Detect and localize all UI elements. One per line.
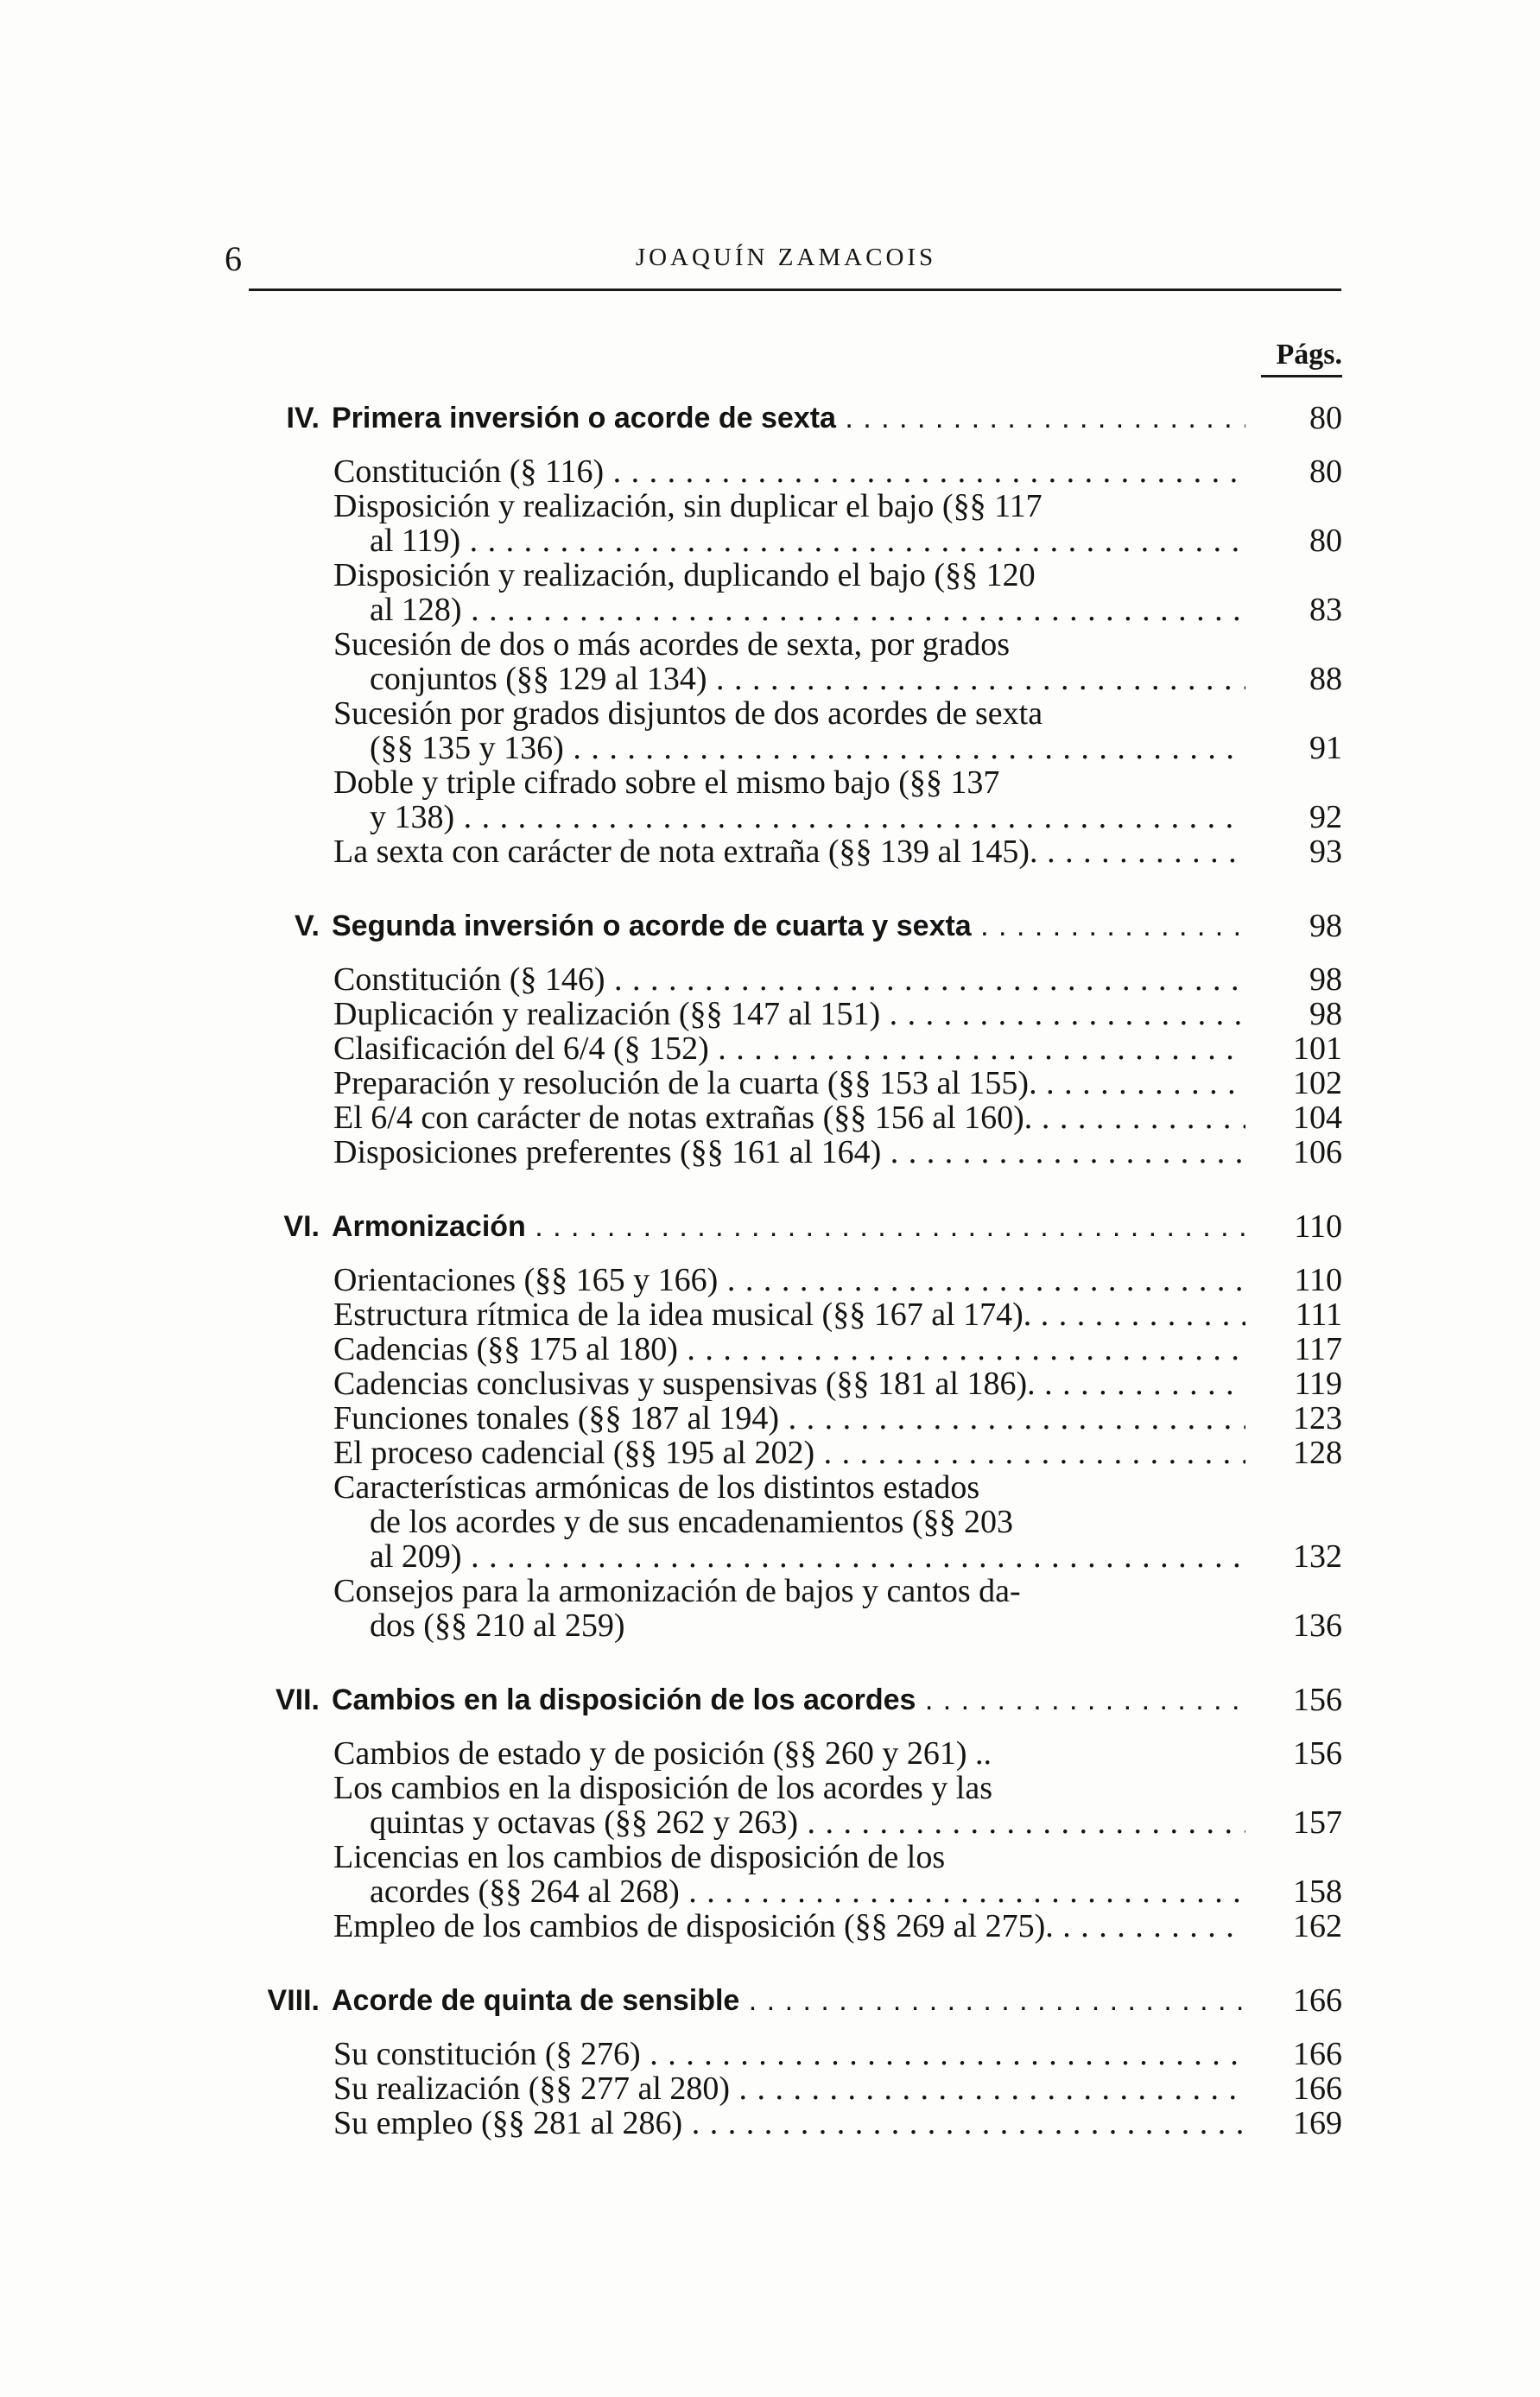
entry-text: [333, 1736, 1245, 1771]
toc-entry: [233, 2071, 1342, 2106]
entry-text: [333, 1135, 1245, 1170]
toc-entry: [233, 1736, 1342, 1771]
toc-entry: [233, 696, 1342, 765]
entry-line: al 209) . . .: [333, 1539, 1245, 1574]
toc-entry: [233, 962, 1342, 997]
toc-entry: [233, 1135, 1342, 1170]
chapter-heading: [233, 1976, 1342, 2025]
entry-text: [333, 1100, 1245, 1135]
chapter-title: Primera inversión o acorde de sexta . . .: [332, 394, 1245, 442]
toc-chapter: [233, 394, 1342, 869]
entry-page: 162: [1293, 1908, 1342, 1944]
entry-line: conjuntos (§§ 129 al 134) . . .: [333, 662, 1245, 696]
chapter-entries: [233, 962, 1342, 1170]
chapter-title: Armonización . . .: [332, 1202, 1245, 1251]
entry-line: Sucesión de dos o más acordes de sexta, por grados: [333, 627, 1011, 662]
entry-page: 156: [1293, 1735, 1342, 1772]
toc-entry: [233, 1367, 1342, 1401]
entry-text: [333, 2106, 1245, 2140]
entry-text: [333, 1332, 1245, 1367]
chapter-page: 98: [1309, 908, 1342, 944]
entry-page: 88: [1309, 661, 1342, 697]
entry-line: Empleo de los cambios de disposición (§§ 269 al 275). . . .: [333, 1909, 1245, 1944]
entry-page: 166: [1293, 2070, 1342, 2107]
toc-entry: [233, 1840, 1342, 1909]
entry-line: al 119) . . .: [333, 523, 1245, 558]
entry-page: 106: [1293, 1134, 1342, 1170]
running-title: JOAQUÍN ZAMACOIS: [635, 244, 937, 271]
entry-page: 91: [1309, 730, 1342, 766]
entry-page: 110: [1294, 1262, 1342, 1298]
entry-line: Preparación y resolución de la cuarta (§§ 153 al 155). . . .: [333, 1066, 1245, 1100]
chapter-numeral: VIII.: [267, 1984, 320, 2017]
entry-text: [333, 997, 1245, 1031]
entry-page: 158: [1293, 1874, 1342, 1910]
entry-line: Constitución (§ 146) . . .: [333, 962, 1245, 997]
entry-text: [333, 2071, 1245, 2106]
entry-line: Cambios de estado y de posición (§§ 260 y 261) ..: [333, 1736, 992, 1771]
entry-page: 93: [1309, 834, 1342, 870]
toc-entry: [233, 997, 1342, 1031]
entry-text: [333, 1771, 1245, 1840]
entry-page: 119: [1294, 1366, 1342, 1402]
toc-chapter: [233, 1202, 1342, 1643]
entry-page: 98: [1309, 961, 1342, 998]
toc-entry: [233, 1771, 1342, 1840]
entry-page: 169: [1293, 2105, 1342, 2141]
header-rule: [249, 289, 1341, 291]
chapter-page: 166: [1293, 1982, 1342, 2019]
entry-text: [333, 558, 1245, 627]
entry-line: Disposición y realización, duplicando el bajo (§§ 120: [333, 558, 1036, 593]
entry-page: 92: [1309, 799, 1342, 835]
chapter-numeral: IV.: [286, 402, 320, 434]
entry-text: [333, 834, 1245, 869]
toc-entry: [233, 765, 1342, 834]
entry-page: 102: [1293, 1065, 1342, 1101]
entry-line: Su empleo (§§ 281 al 286) . . .: [333, 2106, 1245, 2140]
entry-line: El 6/4 con carácter de notas extrañas (§§ 156 al 160). . . .: [333, 1100, 1245, 1135]
toc-entry: [233, 834, 1342, 869]
entry-line: El proceso cadencial (§§ 195 al 202) . . .: [333, 1436, 1245, 1470]
entry-line: dos (§§ 210 al 259): [370, 1608, 625, 1643]
entry-page: 132: [1293, 1538, 1342, 1575]
entry-line: Duplicación y realización (§§ 147 al 151) . . .: [333, 997, 1245, 1031]
toc-entry: [233, 1401, 1342, 1436]
entry-line: Licencias en los cambios de disposición de los: [333, 1840, 946, 1874]
entry-line: Constitución (§ 116) . . .: [333, 454, 1245, 489]
entry-page: 104: [1293, 1100, 1342, 1136]
toc-entry: [233, 2037, 1342, 2071]
entry-page: 98: [1309, 996, 1342, 1032]
toc-entry: [233, 1297, 1342, 1332]
toc-entry: [233, 627, 1342, 696]
entry-line: Doble y triple cifrado sobre el mismo bajo (§§ 137: [333, 765, 1000, 800]
chapter-page: 110: [1294, 1208, 1342, 1245]
toc-chapter: [233, 902, 1342, 1170]
toc-chapter: [233, 1976, 1342, 2140]
toc-entry: [233, 1332, 1342, 1367]
toc-entry: [233, 1263, 1342, 1297]
entry-page: 80: [1309, 523, 1342, 559]
entry-line: La sexta con carácter de nota extraña (§§ 139 al 145). . . .: [333, 834, 1245, 869]
chapter-entries: [233, 1263, 1342, 1643]
entry-text: [333, 1297, 1245, 1332]
entry-line: acordes (§§ 264 al 268) . . .: [333, 1874, 1245, 1909]
page-number: 6: [225, 239, 242, 278]
toc-entry: [233, 1470, 1342, 1574]
entry-text: [333, 1840, 1245, 1909]
entry-line: al 128) . . .: [333, 593, 1245, 627]
toc-entry: [233, 1031, 1342, 1066]
entry-page: 111: [1295, 1297, 1342, 1333]
entry-line: Disposición y realización, sin duplicar el bajo (§§ 117: [333, 489, 1043, 523]
entry-text: [333, 454, 1245, 489]
entry-text: [333, 627, 1245, 696]
chapter-numeral: V.: [294, 910, 320, 942]
toc-entry: [233, 2106, 1342, 2140]
chapter-entries: [233, 454, 1342, 869]
entry-line: Su realización (§§ 277 al 280) . . .: [333, 2071, 1245, 2106]
entry-line: Cadencias (§§ 175 al 180) . . .: [333, 1332, 1245, 1367]
toc-entry: [233, 489, 1342, 558]
toc-entry: [233, 1100, 1342, 1135]
chapter-heading: [233, 394, 1342, 442]
toc-entry: [233, 1066, 1342, 1100]
entry-text: [333, 2037, 1245, 2071]
entry-line: (§§ 135 y 136) . . .: [333, 731, 1245, 765]
entry-page: 123: [1293, 1400, 1342, 1436]
chapter-heading: [233, 1202, 1342, 1251]
entry-page: 128: [1293, 1435, 1342, 1471]
entry-line: Orientaciones (§§ 165 y 166) . . .: [333, 1263, 1245, 1297]
entry-text: [333, 765, 1245, 834]
entry-line: Sucesión por grados disjuntos de dos acordes de sexta: [333, 696, 1043, 731]
chapter-heading: [233, 902, 1342, 950]
table-of-contents: [233, 380, 1342, 2140]
pages-label: Págs.: [1276, 339, 1342, 371]
entry-line: Estructura rítmica de la idea musical (§§ 167 al 174). . . .: [333, 1297, 1245, 1332]
entry-text: [333, 1066, 1245, 1100]
entry-text: [333, 1263, 1245, 1297]
entry-text: [333, 489, 1245, 558]
entry-line: Su constitución (§ 276) . . .: [333, 2037, 1245, 2071]
chapter-entries: [233, 2037, 1342, 2140]
entry-page: 83: [1309, 592, 1342, 628]
toc-entry: [233, 1909, 1342, 1944]
entry-text: [333, 1909, 1245, 1944]
entry-line: Disposiciones preferentes (§§ 161 al 164) . . .: [333, 1135, 1245, 1170]
toc-entry: [233, 1574, 1342, 1643]
chapter-page: 80: [1309, 400, 1342, 436]
entry-line: quintas y octavas (§§ 262 y 263) . . .: [333, 1805, 1245, 1840]
chapter-page: 156: [1293, 1682, 1342, 1718]
entry-text: [333, 1367, 1245, 1401]
entry-line: Clasificación del 6/4 (§ 152) . . .: [333, 1031, 1245, 1066]
entry-text: [333, 1031, 1245, 1066]
chapter-numeral: VII.: [275, 1684, 320, 1716]
entry-line: Funciones tonales (§§ 187 al 194) . . .: [333, 1401, 1245, 1436]
chapter-title: Acorde de quinta de sensible . . .: [332, 1976, 1245, 2025]
pages-label-underline: [1261, 375, 1342, 377]
entry-line: de los acordes y de sus encadenamientos (§§ 203: [370, 1505, 1014, 1539]
entry-page: 166: [1293, 2036, 1342, 2072]
running-head: [225, 238, 1347, 280]
entry-page: 117: [1294, 1331, 1342, 1367]
entry-page: 157: [1293, 1804, 1342, 1841]
chapter-heading: [233, 1676, 1342, 1724]
entry-page: 136: [1293, 1608, 1342, 1644]
chapter-numeral: VI.: [283, 1210, 320, 1243]
chapter-title: Cambios en la disposición de los acordes . . .: [332, 1676, 1245, 1724]
toc-entry: [233, 558, 1342, 627]
entry-text: [333, 1436, 1245, 1470]
entry-text: [333, 962, 1245, 997]
entry-line: Consejos para la armonización de bajos y cantos da-: [333, 1574, 1021, 1608]
toc-entry: [233, 1436, 1342, 1470]
toc-chapter: [233, 1676, 1342, 1944]
entry-text: [333, 696, 1245, 765]
entry-page: 80: [1309, 453, 1342, 490]
entry-text: [333, 1574, 1245, 1643]
chapter-entries: [233, 1736, 1342, 1944]
entry-line: Cadencias conclusivas y suspensivas (§§ 181 al 186). . . .: [333, 1367, 1245, 1401]
entry-page: 101: [1293, 1030, 1342, 1067]
entry-text: [333, 1470, 1245, 1574]
toc-entry: [233, 454, 1342, 489]
entry-line: Los cambios en la disposición de los acordes y las: [333, 1771, 993, 1805]
entry-line: y 138) . . .: [333, 800, 1245, 834]
entry-line: Características armónicas de los distintos estados: [333, 1470, 980, 1505]
chapter-title: Segunda inversión o acorde de cuarta y sexta . . .: [332, 902, 1245, 950]
entry-text: [333, 1401, 1245, 1436]
